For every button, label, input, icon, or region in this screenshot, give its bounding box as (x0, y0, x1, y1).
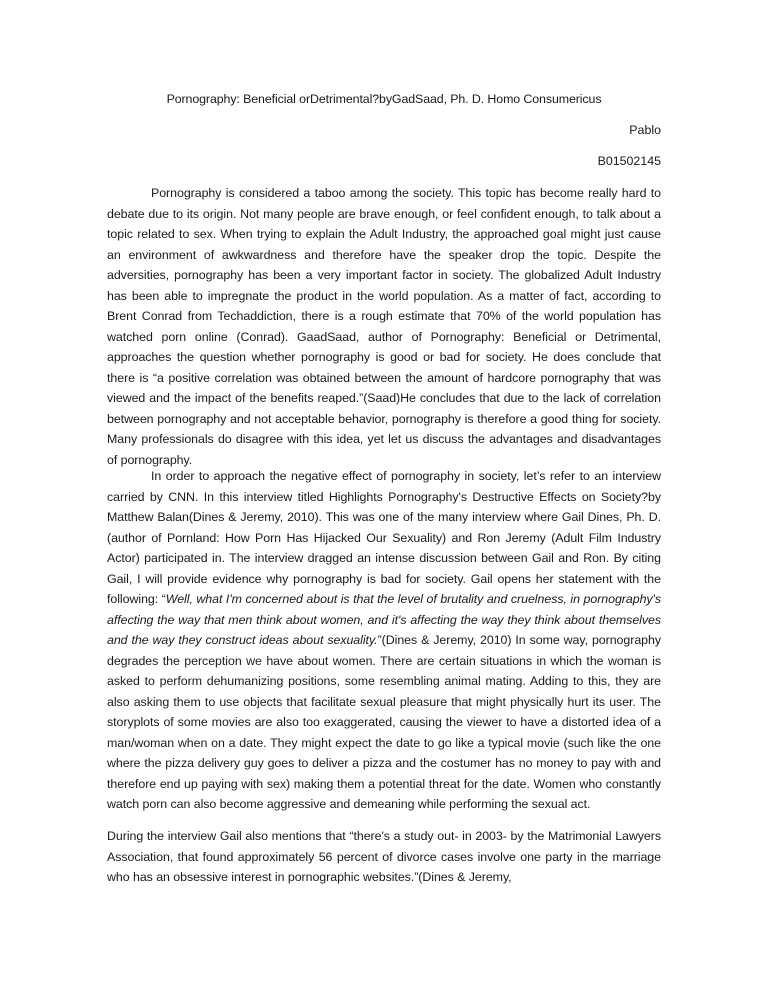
paragraph-intro: Pornography is considered a taboo among the society. This topic has become really hard to debate due to its origin. Not many people are brave enough, or feel confident enough, to talk about a topic related to sex. When trying to explain the Adult Industry, the approached goal might just cause an environment of awkwardness and therefore have the speaker drop the topic. Despite the adversities, pornography has been a very important factor in society. The globalized Adult Industry has been able to impregnate the product in the world population. As a matter of fact, according to Brent Conrad from Techaddiction, there is a rough estimate that 70% of the world population has watched porn online (Conrad). GaadSaad, author of Pornography: Beneficial or Detrimental, approaches the question whether pornography is good or bad for society. He does conclude that there is “a positive correlation was obtained between the amount of hardcore pornography that was viewed and the impact of the benefits reaped.”(Saad)He concludes that due to the lack of correlation between pornography and not acceptable behavior, pornography is therefore a good thing for society. Many professionals do disagree with this idea, yet let us discuss the advantages and disadvantages of pornography. (107, 186, 661, 467)
paragraph-divorce-study: During the interview Gail also mentions that “there's a study out- in 2003- by the Matrimonial Lawyers Association, that found approximately 56 percent of divorce cases involve one party in the marriage who has an obsessive interest in pornographic websites.”(Dines & Jeremy, (107, 829, 661, 884)
interview-quote: Well, what I'm concerned about is that the level of brutality and cruelness, in pornography's affecting the way that men think about women, and it's affecting the way they think about themselves and the way they construct ideas about sexuality. (107, 592, 662, 647)
document-title: Pornography: Beneficial orDetrimental?byGadSaad, Ph. D. Homo Consumericus (166, 92, 602, 106)
author-name: Pablo (629, 123, 661, 137)
student-id: B01502145 (597, 154, 661, 168)
paragraph-interview-text-b: ”(Dines & Jeremy, 2010) In some way, pornography degrades the perception we have about women. There are certain situations in which the woman is asked to perform dehumanizing positions, some resembling animal mating. Adding to this, they are also asking them to use objects that facilitate sexual pleasure that might physically hurt its user. The storyplots of some movies are also too exaggerated, causing the viewer to have a distorted idea of a man/woman when on a date. They might expect the date to go like a typical movie (such like the one where the pizza delivery guy goes to deliver a pizza and the costumer has no money to pay with and therefore end up paying with sex) making them a potential threat for the date. Women who constantly watch porn can also become aggressive and demeaning while performing the sexual act. (107, 633, 661, 811)
paragraph-interview (107, 466, 661, 815)
paragraph-interview-text-a: In order to approach the negative effect of pornography in society, let’s refer to an interview carried by CNN. In this interview titled Highlights Pornography's Destructive Effects on Society?by Matthew Balan(Dines & Jeremy, 2010). This was one of the many interview where Gail Dines, Ph. D. (author of Pornland: How Porn Has Hijacked Our Sexuality) and Ron Jeremy (Adult Film Industry Actor) participated in. The interview dragged an intense discussion between Gail and Ron. By citing Gail, I will provide evidence why pornography is bad for society. Gail opens her statement with the following: “ (107, 469, 661, 606)
